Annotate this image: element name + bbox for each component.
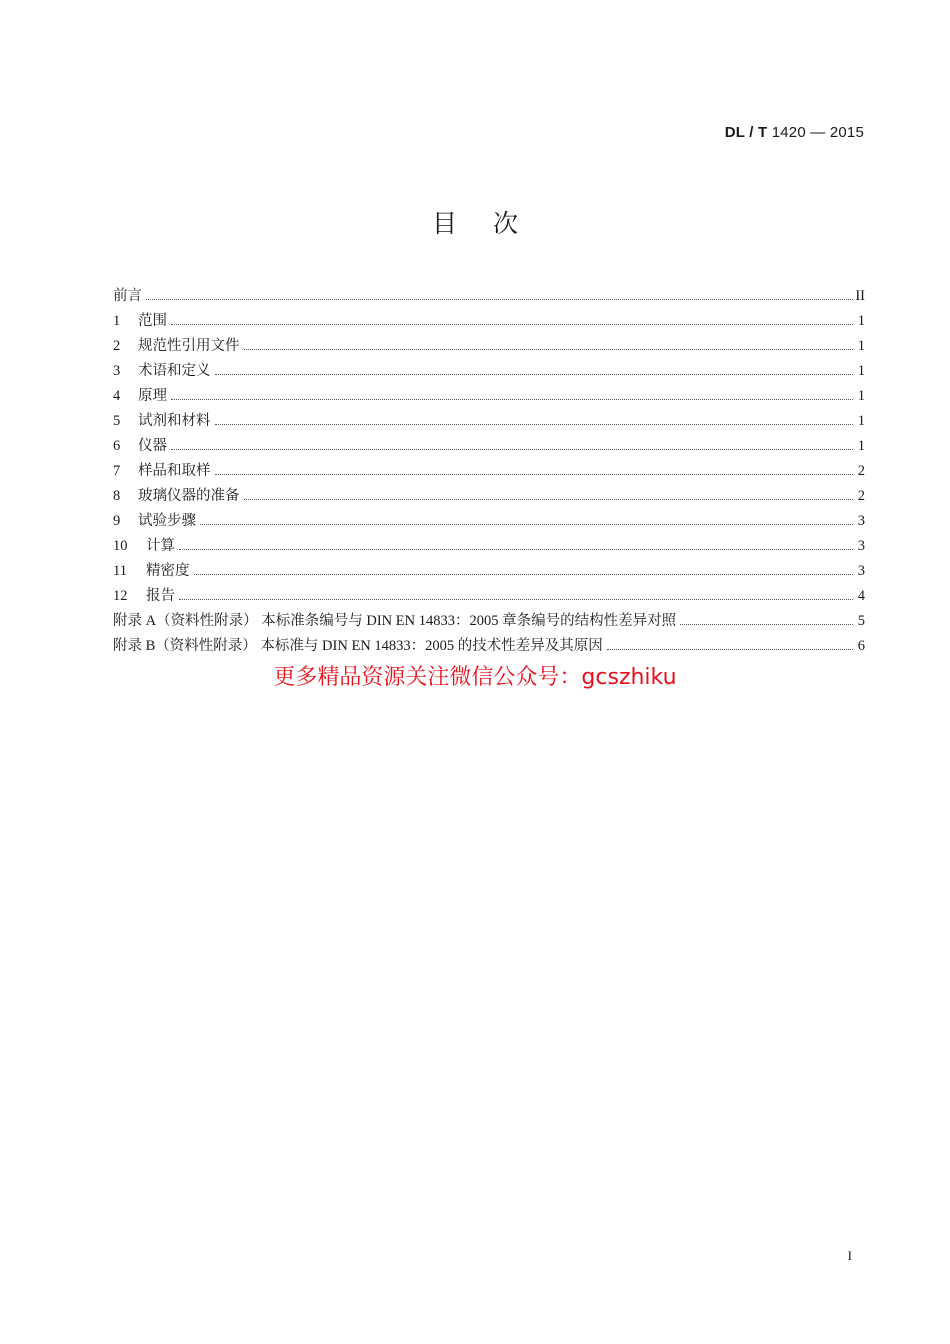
toc-entry-number: 11 [113, 563, 127, 579]
toc-entry-label: 精密度 [146, 563, 190, 579]
toc-entry-page: 1 [857, 363, 865, 379]
standard-prefix: DL / T [724, 124, 768, 141]
toc-entry-label: 样品和取样 [138, 463, 211, 479]
toc-entry-label: 试验步骤 [138, 513, 196, 529]
toc-entry-2[interactable] [113, 334, 865, 359]
toc-entry-3[interactable] [113, 359, 865, 384]
toc-entry-page: 3 [857, 538, 865, 554]
standard-number: 1420 — 2015 [771, 124, 864, 141]
toc-leader-dots [244, 499, 854, 500]
toc-entry-number: 7 [113, 463, 121, 479]
toc-leader-dots [194, 574, 854, 575]
toc-entry-label: 玻璃仪器的准备 [138, 488, 240, 504]
toc-entry-page: II [855, 288, 865, 304]
toc-entry-preface[interactable] [113, 284, 865, 309]
toc-entry-page: 3 [857, 513, 865, 529]
toc-leader-dots [215, 424, 854, 425]
toc-leader-dots [215, 374, 854, 375]
toc-entry-page: 1 [857, 438, 865, 454]
toc-entry-8[interactable] [113, 484, 865, 509]
toc-leader-dots [171, 399, 853, 400]
toc-entry-7[interactable] [113, 459, 865, 484]
table-of-contents [113, 284, 865, 659]
toc-entry-label: 计算 [146, 538, 175, 554]
page-title: 目次 [431, 209, 554, 238]
toc-entry-page: 1 [857, 413, 865, 429]
toc-entry-12[interactable] [113, 584, 865, 609]
toc-entry-label: 范围 [138, 313, 167, 329]
toc-entry-number: 6 [113, 438, 121, 454]
toc-leader-dots [215, 474, 854, 475]
toc-leader-dots [171, 324, 853, 325]
toc-leader-dots [607, 649, 853, 650]
toc-entry-number: 1 [113, 313, 121, 329]
toc-entry-6[interactable] [113, 434, 865, 459]
toc-entry-label: 前言 [113, 288, 142, 304]
toc-entry-page: 5 [857, 613, 865, 629]
toc-leader-dots [244, 349, 854, 350]
toc-leader-dots [146, 299, 853, 300]
toc-entry-appendix-a[interactable] [113, 609, 865, 634]
toc-entry-number: 2 [113, 338, 121, 354]
toc-leader-dots [179, 599, 853, 600]
toc-leader-dots [680, 624, 853, 625]
toc-entry-number: 9 [113, 513, 121, 529]
toc-entry-label: 规范性引用文件 [138, 338, 240, 354]
toc-entry-number: 8 [113, 488, 121, 504]
toc-entry-page: 2 [857, 463, 865, 479]
toc-entry-9[interactable] [113, 509, 865, 534]
toc-entry-number: 3 [113, 363, 121, 379]
toc-entry-label: 仪器 [138, 438, 167, 454]
toc-entry-10[interactable] [113, 534, 865, 559]
toc-entry-page: 4 [857, 588, 865, 604]
toc-entry-label: 术语和定义 [138, 363, 211, 379]
standard-code [725, 124, 864, 141]
toc-entry-page: 2 [857, 488, 865, 504]
toc-entry-appendix-b[interactable] [113, 634, 865, 659]
toc-entry-label: 报告 [146, 588, 175, 604]
toc-entry-11[interactable] [113, 559, 865, 584]
toc-leader-dots [171, 449, 853, 450]
toc-entry-number: 12 [113, 588, 128, 604]
toc-entry-number: 10 [113, 538, 128, 554]
toc-entry-number: 5 [113, 413, 121, 429]
toc-entry-page: 1 [857, 313, 865, 329]
toc-entry-5[interactable] [113, 409, 865, 434]
promo-watermark-text: 更多精品资源关注微信公众号：gcszhiku [273, 665, 677, 690]
toc-entry-4[interactable] [113, 384, 865, 409]
toc-entry-1[interactable] [113, 309, 865, 334]
toc-entry-label: 附录 A（资料性附录） 本标准条编号与 DIN EN 14833：2005 章条编号的结构性差异对照 [113, 613, 677, 629]
toc-entry-label: 附录 B（资料性附录） 本标准与 DIN EN 14833：2005 的技术性差异及其原因 [113, 638, 603, 654]
toc-leader-dots [179, 549, 853, 550]
toc-entry-number: 4 [113, 388, 121, 404]
toc-entry-page: 6 [857, 638, 865, 654]
page-number: I [847, 1248, 852, 1263]
toc-entry-page: 1 [857, 388, 865, 404]
toc-entry-label: 试剂和材料 [138, 413, 211, 429]
toc-entry-page: 3 [857, 563, 865, 579]
toc-entry-label: 原理 [138, 388, 167, 404]
toc-leader-dots [200, 524, 853, 525]
toc-entry-page: 1 [857, 338, 865, 354]
